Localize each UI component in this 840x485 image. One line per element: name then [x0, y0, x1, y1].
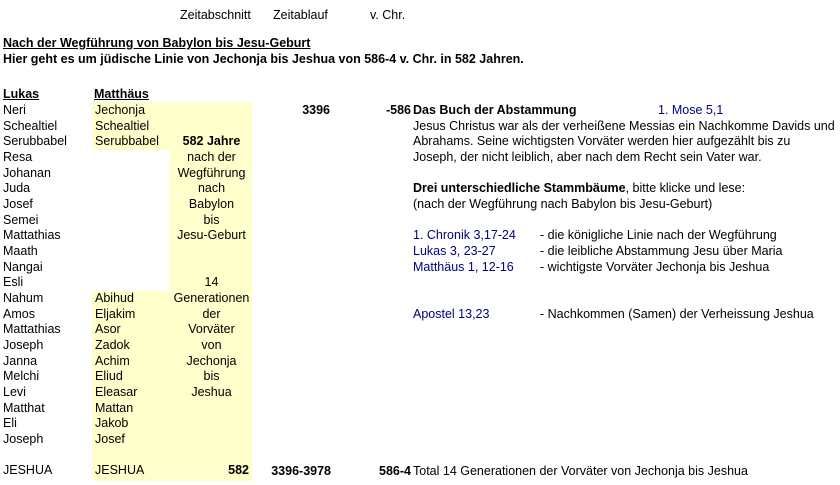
lukas-name-cell: Neri: [3, 103, 26, 117]
genealogy-row: [0, 322, 253, 338]
genealogy-row: [0, 338, 253, 354]
matthaus-name-cell: [92, 260, 170, 276]
lukas-name-cell: Schealtiel: [3, 118, 58, 133]
matthaus-name-cell: [92, 166, 170, 182]
note-cell: [170, 416, 253, 432]
lukas-name-cell: Serubbabel: [3, 134, 67, 149]
matthaus-name-cell: Jechonja: [95, 103, 146, 117]
genealogy-row: [0, 134, 253, 150]
note-cell: [170, 448, 253, 464]
note-cell: Generationen: [173, 291, 250, 306]
lukas-name-cell: Joseph: [3, 432, 44, 447]
genealogy-row: [0, 197, 253, 213]
genealogy-row: [0, 119, 253, 135]
paragraph-line: Abrahams. Seine wichtigsten Vorväter werden hier aufgezählt bis zu: [413, 134, 791, 149]
note-cell: Babylon: [188, 197, 235, 212]
note-cell: 14: [204, 275, 219, 290]
genealogy-row: [0, 275, 253, 291]
note-cell: [170, 119, 253, 135]
apostel-desc: - Nachkommen (Samen) der Verheissung Jeshua: [540, 306, 814, 321]
genealogy-row: [0, 166, 253, 182]
matthaus-name-cell: Josef: [95, 432, 125, 447]
note-cell: [170, 260, 253, 276]
note-cell: von: [201, 338, 222, 353]
genealogy-row: [0, 244, 253, 260]
matthaus-name-cell: Eliud: [95, 369, 123, 384]
lukas-name-cell: Eli: [3, 416, 17, 431]
apostel-link[interactable]: Apostel 13,23: [413, 306, 490, 321]
note-cell: nach: [197, 181, 226, 196]
note-cell: 582: [228, 463, 249, 478]
matthaus-name-cell: Jakob: [95, 416, 129, 431]
header-zeitablauf: Zeitablauf: [273, 8, 328, 22]
matthaus-name-cell: [92, 213, 170, 229]
genealogy-row: [0, 385, 253, 401]
matthaus-name-cell: Zadok: [95, 338, 130, 353]
matthaus-name-cell: Serubbabel: [95, 134, 159, 149]
note-cell: [170, 401, 253, 417]
lukas-name-cell: Mattathias: [3, 228, 61, 243]
note-cell: [170, 244, 253, 260]
note-cell: [170, 432, 253, 448]
lukas-name-cell: Amos: [3, 306, 35, 321]
matthaus-name-cell: [92, 150, 170, 166]
note-cell: Vorväter: [188, 322, 235, 337]
matthaus-name-cell: Achim: [95, 353, 130, 368]
genealogy-row: [0, 181, 253, 197]
trees-heading: [413, 181, 745, 197]
genealogy-row: [0, 103, 253, 119]
note-cell: bis: [203, 212, 220, 227]
matthaus-name-cell: Eleasar: [95, 385, 138, 400]
matthaus-name-cell: [92, 197, 170, 213]
lukas-name-cell: Resa: [3, 150, 33, 165]
book-ref-link[interactable]: 1. Mose 5,1: [658, 103, 724, 117]
matthaus-desc: - wichtigste Vorväter Jechonja bis Jeshua: [540, 259, 770, 274]
book-title: Das Buch der Abstammung: [413, 103, 577, 117]
genealogy-row: [0, 354, 253, 370]
v-chr-total-value: 586-4: [379, 463, 411, 478]
lukas-name-cell: Mattathias: [3, 322, 61, 337]
lukas-link[interactable]: Lukas 3, 23-27: [413, 244, 496, 259]
lukas-name-cell: Maath: [3, 244, 38, 259]
genealogy-row: [0, 260, 253, 276]
note-cell: Wegführung: [177, 165, 246, 180]
note-cell: bis: [203, 369, 220, 384]
matthaus-name-cell: Schealtiel: [95, 118, 150, 133]
lukas-name-cell: Levi: [3, 385, 26, 400]
lukas-name-cell: Matthat: [3, 400, 45, 415]
total-text: Total 14 Generationen der Vorväter von Jechonja bis Jeshua: [413, 463, 748, 478]
lukas-name-cell: [0, 448, 92, 464]
trees-subheading: (nach der Wegführung nach Babylon bis Jesu-Geburt): [413, 197, 713, 212]
genealogy-row: [0, 463, 253, 479]
matthaus-name-cell: [92, 448, 170, 464]
genealogy-row: [0, 401, 253, 417]
page-subtitle: Hier geht es um jüdische Linie von Jechonja bis Jeshua von 586-4 v. Chr. in 582 Jahren.: [3, 51, 524, 66]
trees-heading-bold: Drei unterschiedliche Stammbäume: [413, 181, 626, 196]
lukas-name-cell: Josef: [3, 197, 33, 212]
note-cell: der: [202, 306, 221, 321]
note-cell: Jechonja: [186, 353, 237, 368]
genealogy-row: [0, 150, 253, 166]
lukas-desc: - die leibliche Abstammung Jesu über Maria: [540, 244, 783, 259]
genealogy-row: [0, 307, 253, 323]
genealogy-row: [0, 369, 253, 385]
lukas-name-cell: Janna: [3, 353, 38, 368]
column-header-lukas: Lukas: [3, 86, 40, 101]
zeitablauf-start-value: 3396: [302, 103, 330, 117]
genealogy-row: [0, 432, 253, 448]
header-v-chr: v. Chr.: [370, 8, 406, 22]
matthaus-name-cell: [92, 244, 170, 260]
paragraph-line: Jesus Christus war als der verheißene Messias ein Nachkomme Davids und: [413, 118, 835, 133]
genealogy-table: [0, 103, 253, 479]
genealogy-row: [0, 291, 253, 307]
note-cell: Jeshua: [191, 385, 232, 400]
lukas-name-cell: Joseph: [3, 338, 44, 353]
matthaus-name-cell: [92, 228, 170, 244]
lukas-name-cell: Esli: [3, 275, 24, 290]
v-chr-start-value: -586: [385, 103, 411, 117]
matthaus-name-cell: Mattan: [95, 400, 134, 415]
lukas-name-cell: Semei: [3, 212, 39, 227]
matthaus-name-cell: Asor: [95, 322, 121, 337]
matthaus-name-cell: Eljakim: [95, 306, 136, 321]
trees-heading-rest: , bitte klicke und lese:: [625, 181, 746, 196]
genealogy-row: [0, 213, 253, 229]
lukas-name-cell: Johanan: [3, 165, 51, 180]
note-cell: Jesu-Geburt: [177, 228, 246, 243]
matthaus-name-cell: JESHUA: [95, 463, 145, 478]
lukas-name-cell: Nangai: [3, 259, 43, 274]
matthaus-name-cell: Abihud: [95, 291, 134, 306]
lukas-name-cell: Nahum: [3, 291, 44, 306]
matthaus-name-cell: [92, 181, 170, 197]
note-cell: 582 Jahre: [182, 134, 241, 149]
chronik-link[interactable]: 1. Chronik 3,17-24: [413, 228, 516, 243]
note-cell: [170, 103, 253, 119]
lukas-name-cell: Melchi: [3, 369, 40, 384]
matthaus-link[interactable]: Matthäus 1, 12-16: [413, 259, 514, 274]
genealogy-row: [0, 416, 253, 432]
header-zeitabschnitt: Zeitabschnitt: [180, 8, 251, 22]
paragraph-line: Joseph, der nicht leiblich, aber nach dem Recht sein Vater war.: [413, 150, 762, 165]
page-title: Nach der Wegführung von Babylon bis Jesu-Geburt: [3, 36, 311, 50]
note-cell: nach der: [187, 150, 236, 165]
column-header-matthaus: Matthäus: [94, 86, 149, 101]
genealogy-row: [0, 448, 253, 464]
genealogy-row: [0, 228, 253, 244]
zeitablauf-total-value: 3396-3978: [271, 463, 331, 478]
matthaus-name-cell: [92, 275, 170, 291]
lukas-name-cell: Juda: [3, 181, 31, 196]
chronik-desc: - die königliche Linie nach der Wegführung: [540, 228, 777, 243]
lukas-name-cell: JESHUA: [3, 463, 53, 478]
